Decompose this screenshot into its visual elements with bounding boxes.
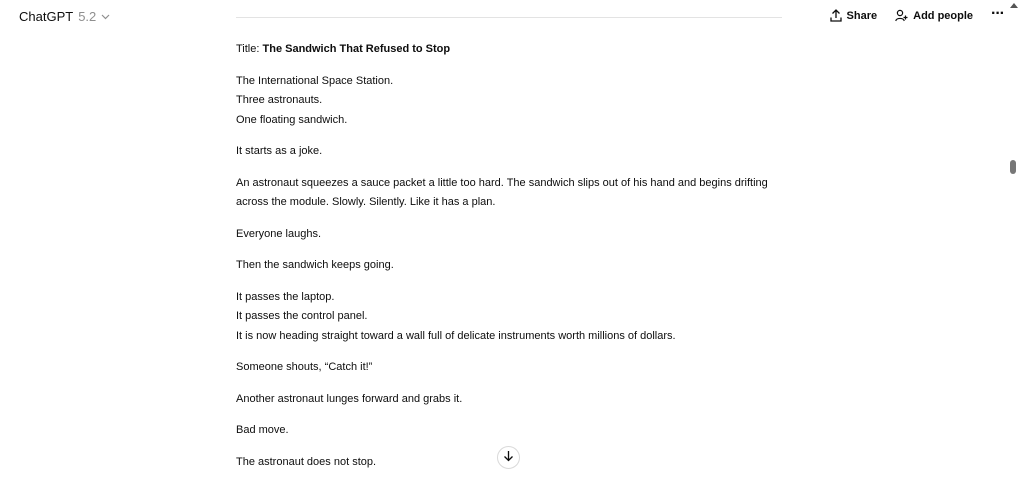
- message-paragraph: [236, 390, 796, 410]
- more-options-button[interactable]: ···: [991, 5, 1004, 22]
- model-name: ChatGPT: [19, 9, 74, 24]
- message-paragraph: [236, 142, 796, 162]
- message-paragraph: [236, 256, 796, 276]
- paragraph-line: Bad move.: [236, 424, 289, 436]
- message-paragraph: [236, 358, 796, 378]
- story-title: [236, 40, 796, 60]
- share-label: Share: [846, 9, 878, 22]
- message-paragraph: [236, 288, 796, 347]
- scrollbar-thumb[interactable]: [1010, 160, 1016, 174]
- paragraph-line: Everyone laughs.: [236, 227, 321, 240]
- share-icon: [830, 9, 842, 22]
- assistant-message: [236, 40, 796, 483]
- message-divider: [236, 17, 782, 18]
- title-text: The Sandwich That Refused to Stop: [262, 43, 451, 55]
- message-paragraph: [236, 174, 796, 213]
- chevron-down-icon: [101, 14, 110, 20]
- add-people-button[interactable]: [895, 9, 973, 22]
- message-paragraph: [236, 72, 796, 131]
- add-people-label: Add people: [913, 9, 974, 22]
- paragraph-line: It starts as a joke.: [236, 145, 323, 157]
- paragraph-line: An astronaut squeezes a sauce packet a little too hard. The sandwich slips out of his hand and begins drifting across the module. Slowly. Silently. Like it has a plan.: [236, 176, 768, 208]
- share-button[interactable]: [830, 9, 878, 22]
- add-person-icon: [895, 9, 908, 22]
- paragraph-line: Three astronauts.: [236, 94, 323, 106]
- paragraph-line: Someone shouts, “Catch it!”: [236, 361, 373, 373]
- paragraph-line: It is now heading straight toward a wall full of delicate instruments worth millions of dollars.: [236, 329, 676, 342]
- paragraph-line: One floating sandwich.: [236, 113, 348, 126]
- paragraph-line: Another astronaut lunges forward and grabs it.: [236, 392, 463, 405]
- scroll-down-button[interactable]: [497, 446, 520, 469]
- paragraph-line: The International Space Station.: [236, 74, 394, 87]
- message-paragraph: [236, 421, 796, 441]
- model-version: 5.2: [78, 9, 97, 24]
- scroll-up-arrow-icon[interactable]: [1010, 3, 1018, 8]
- paragraph-line: It passes the control panel.: [236, 310, 368, 322]
- paragraph-line: It passes the laptop.: [236, 290, 335, 303]
- arrow-down-icon: [503, 449, 514, 467]
- message-body: [236, 72, 796, 473]
- message-paragraph: [236, 225, 796, 245]
- paragraph-line: Then the sandwich keeps going.: [236, 259, 394, 271]
- paragraph-line: The astronaut does not stop.: [236, 455, 377, 468]
- model-switcher[interactable]: [19, 9, 110, 24]
- title-prefix: Title:: [236, 43, 263, 55]
- scrollbar[interactable]: [1008, 0, 1024, 483]
- header-actions: [830, 5, 1004, 23]
